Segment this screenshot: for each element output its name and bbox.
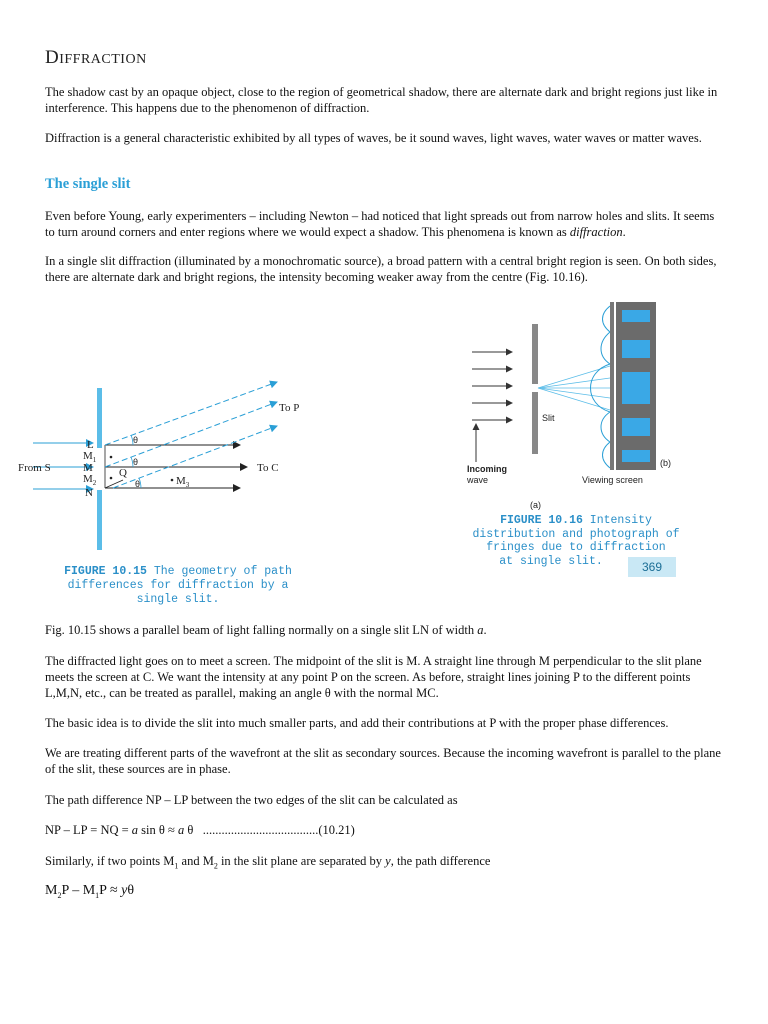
figure-10-15-caption-line-1 bbox=[48, 565, 308, 579]
label-to-c: To C bbox=[257, 462, 279, 474]
label-incoming: Incoming bbox=[467, 464, 507, 474]
equation-10-21 bbox=[45, 822, 725, 838]
label-m2: $M_2$ bbox=[83, 473, 97, 487]
slit-barrier-bottom bbox=[532, 392, 538, 454]
figure-10-15-caption bbox=[48, 565, 308, 607]
sub-1: 1 bbox=[174, 861, 179, 871]
eq2-text-2: P ≈ bbox=[99, 883, 122, 898]
label-b: (b) bbox=[660, 458, 671, 468]
paragraph-newton-text: Even before Young, early experimenters – including Newton – had noticed that light spreads out from narrow holes and slits. It seems to turn around corners and enter regions where we would expect a shadow. This phenomena is known as bbox=[45, 209, 715, 239]
label-a: (a) bbox=[530, 500, 541, 510]
figure-10-16-caption-line-4: at single slit. bbox=[499, 554, 603, 568]
label-wave: wave bbox=[467, 475, 489, 485]
figure-10-15-number: FIGURE 10.15 bbox=[64, 565, 147, 578]
eq2-y: y bbox=[121, 883, 128, 898]
equation-a-2: a bbox=[177, 823, 185, 837]
similarly-text-3: in the slit plane are separated by bbox=[217, 854, 386, 868]
paragraph-screen: The diffracted light goes on to meet a screen. The midpoint of the slit is M. A straight line through M perpendicular to the slit plane meets the screen at C. We want the intensity at any point P on the screen. As before, straight lines joining P to the different points L,M,N, etc., can be treated as parallel, making an angle θ with the normal MC. bbox=[45, 654, 702, 700]
page-heading bbox=[45, 47, 147, 69]
intro-paragraph-1: The shadow cast by an opaque object, close to the region of geometrical shadow, there are alternate dark and bright regions just like in interference. This happens due to the phenomenon of diffraction. bbox=[45, 85, 718, 115]
paragraph-path-difference: The path difference NP – LP between the two edges of the slit can be calculated as bbox=[45, 793, 458, 807]
equation-mid: sin θ ≈ bbox=[138, 823, 178, 837]
label-viewing-screen: Viewing screen bbox=[582, 475, 643, 485]
paragraph-newton bbox=[45, 208, 725, 240]
similarly-text-1: Similarly, if two points M bbox=[45, 854, 175, 868]
paragraph-secondary-sources: We are treating different parts of the wavefront at the slit as secondary sources. Because the incoming wavefront is parallel to the plane of the slit, these sources are in phase. bbox=[45, 746, 721, 776]
slit-barrier-top bbox=[532, 324, 538, 384]
section-heading: The single slit bbox=[45, 176, 131, 192]
similarly-text-2: and M bbox=[178, 854, 214, 868]
equation-m2p-m1p bbox=[45, 883, 725, 904]
label-theta-2: θ bbox=[133, 457, 139, 467]
paragraph-fig-intro-text: Fig. 10.15 shows a parallel beam of light falling normally on a single slit LN of width bbox=[45, 623, 478, 637]
label-to-p: To P bbox=[279, 402, 300, 414]
paragraph-similarly bbox=[45, 853, 725, 875]
equation-lhs: NP – LP = NQ = bbox=[45, 823, 132, 837]
label-n: N bbox=[85, 487, 93, 499]
equation-number: .....................................(10.21) bbox=[202, 823, 355, 837]
label-m3: $M_3$ bbox=[176, 475, 190, 489]
figure-10-15-caption-text: The geometry of path bbox=[153, 565, 292, 578]
paragraph-fig-intro-end: . bbox=[483, 623, 487, 637]
figure-10-16-caption-line-3: fringes due to diffraction bbox=[486, 541, 666, 554]
width-symbol: a bbox=[477, 623, 484, 637]
label-q: Q bbox=[119, 467, 127, 479]
eq2-text-1: P – M bbox=[61, 883, 96, 898]
eq2-m2: M bbox=[45, 883, 58, 898]
slit-plate-top bbox=[97, 388, 102, 448]
diffraction-term: diffraction bbox=[569, 225, 623, 239]
equation-a-1: a bbox=[131, 823, 139, 837]
paragraph-basic-idea: The basic idea is to divide the slit into much smaller parts, and add their contributions at P with the proper phase differences. bbox=[45, 716, 669, 730]
label-l: L bbox=[87, 439, 94, 451]
slit-plate-bottom bbox=[97, 490, 102, 550]
y-symbol: y bbox=[385, 854, 391, 868]
similarly-text-4: , the path difference bbox=[390, 854, 491, 868]
figure-10-15-caption-line-2: differences for diffraction by a single slit. bbox=[67, 579, 289, 606]
paragraph-fig-intro bbox=[45, 622, 725, 638]
figure-10-16-caption-text: Intensity bbox=[589, 514, 652, 527]
label-slit: Slit bbox=[542, 413, 555, 423]
label-from-s: From S bbox=[18, 462, 51, 474]
sub-2: 2 bbox=[213, 861, 218, 871]
page-number: 369 bbox=[628, 557, 676, 577]
heading-rest: IFFRACTION bbox=[59, 52, 147, 67]
figure-10-16-caption-line-2: distribution and photograph of bbox=[472, 527, 680, 541]
equation-theta: θ bbox=[184, 823, 194, 837]
figure-10-15-diagram bbox=[15, 378, 345, 553]
label-theta-3: θ bbox=[135, 479, 141, 489]
eq2-theta: θ bbox=[127, 883, 135, 898]
screen-edge bbox=[610, 302, 614, 470]
paragraph-pattern: In a single slit diffraction (illuminated by a monochromatic source), a broad pattern with a central bright region is seen. On both sides, there are alternate dark and bright regions, the intensity becoming weaker away from the centre (Fig. 10.16). bbox=[45, 254, 717, 284]
paragraph-newton-end: . bbox=[622, 225, 626, 239]
figure-10-16-caption-line-1 bbox=[470, 514, 682, 528]
eq2-sub-1: 1 bbox=[95, 890, 100, 900]
eq2-sub-2: 2 bbox=[57, 890, 62, 900]
label-m1: $M_1$ bbox=[83, 450, 97, 464]
intro-paragraph-2: Diffraction is a general characteristic exhibited by all types of waves, be it sound waves, light waves, water waves or matter waves. bbox=[45, 131, 702, 145]
heading-initial: D bbox=[45, 47, 60, 68]
label-theta-1: θ bbox=[133, 435, 139, 445]
figure-10-16-diagram bbox=[462, 296, 684, 516]
figure-10-16-number: FIGURE 10.16 bbox=[500, 514, 583, 527]
label-m: M bbox=[83, 462, 93, 474]
